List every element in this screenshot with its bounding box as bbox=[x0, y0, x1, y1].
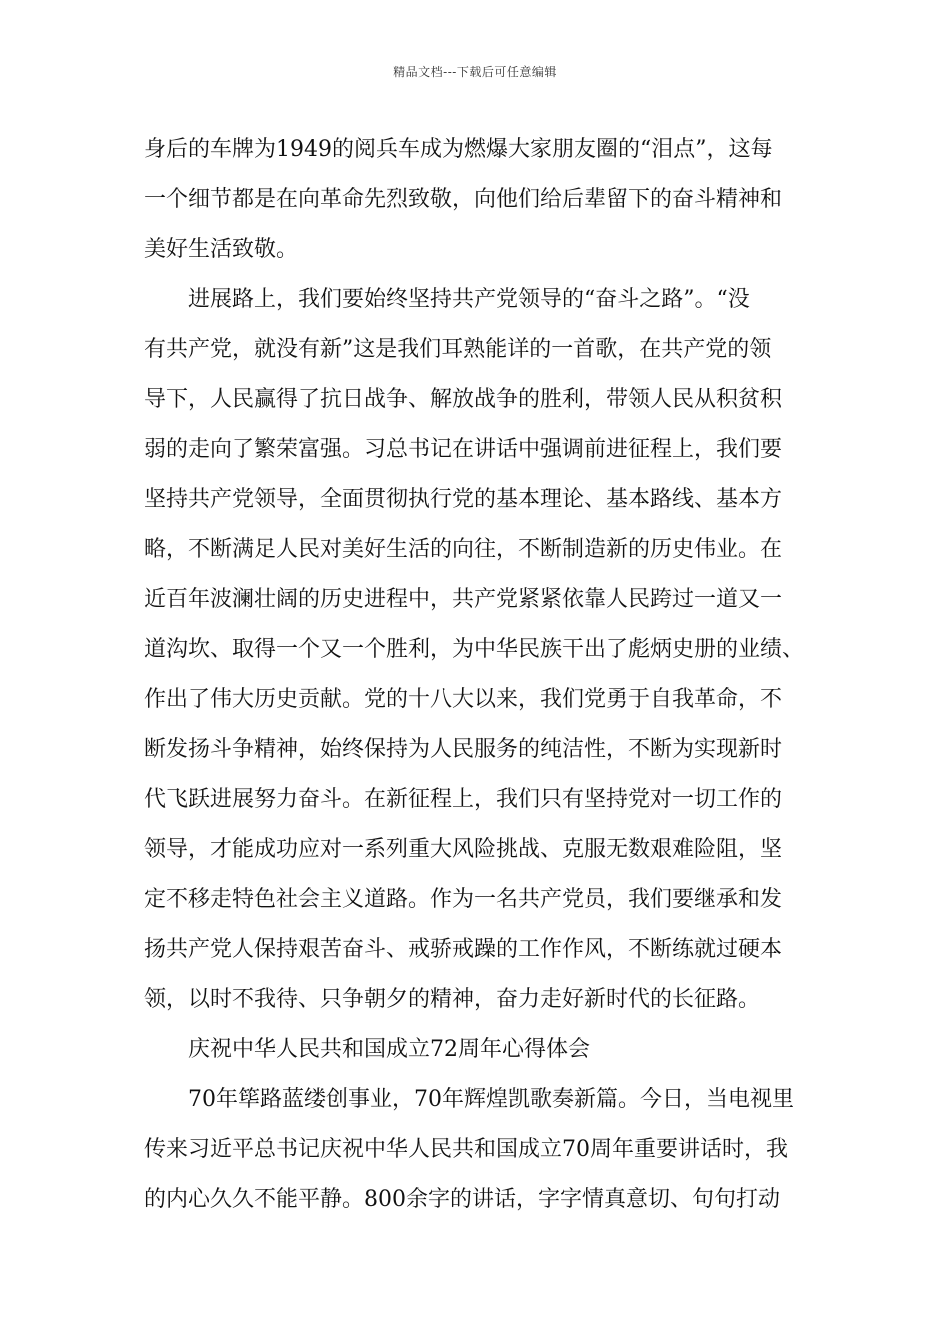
text-line: 作出了伟大历史贡献。党的十八大以来，我们党勇于自我革命，不 bbox=[144, 687, 783, 712]
text-line: 扬共产党人保持艰苦奋斗、戒骄戒躁的工作作风，不断练就过硬本 bbox=[144, 937, 783, 962]
text-line: 美好生活致敬。 bbox=[144, 237, 299, 262]
paragraph-first-line: 进展路上，我们要始终坚持共产党领导的“奋斗之路”。“没 bbox=[188, 287, 750, 312]
text-line: 一个细节都是在向革命先烈致敬，向他们给后辈留下的奋斗精神和 bbox=[144, 187, 783, 212]
text-line: 有共产党，就没有新”这是我们耳熟能详的一首歌，在共产党的领 bbox=[144, 337, 772, 362]
text-line: 近百年波澜壮阔的历史进程中，共产党紧紧依靠人民跨过一道又一 bbox=[144, 587, 783, 612]
text-line: 弱的走向了繁荣富强。习总书记在讲话中强调前进征程上，我们要 bbox=[144, 437, 783, 462]
section-title: 庆祝中华人民共和国成立72周年心得体会 bbox=[188, 1037, 590, 1062]
text-line: 断发扬斗争精神，始终保持为人民服务的纯洁性，不断为实现新时 bbox=[144, 737, 783, 762]
text-line: 的内心久久不能平静。800余字的讲话，字字情真意切、句句打动 bbox=[144, 1187, 780, 1212]
text-line: 身后的车牌为1949的阅兵车成为燃爆大家朋友圈的“泪点”，这每 bbox=[144, 137, 773, 162]
text-line: 导下，人民赢得了抗日战争、解放战争的胜利，带领人民从积贫积 bbox=[144, 387, 783, 412]
text-line: 传来习近平总书记庆祝中华人民共和国成立70周年重要讲话时，我 bbox=[144, 1137, 788, 1162]
text-line: 代飞跃进展努力奋斗。在新征程上，我们只有坚持党对一切工作的 bbox=[144, 787, 783, 812]
text-line: 坚持共产党领导，全面贯彻执行党的基本理论、基本路线、基本方 bbox=[144, 487, 783, 512]
text-line: 定不移走特色社会主义道路。作为一名共产党员，我们要继承和发 bbox=[144, 887, 783, 912]
text-line: 略，不断满足人民对美好生活的向往，不断制造新的历史伟业。在 bbox=[144, 537, 783, 562]
text-line: 领导，才能成功应对一系列重大风险挑战、克服无数艰难险阻，坚 bbox=[144, 837, 783, 862]
text-line: 领，以时不我待、只争朝夕的精神，奋力走好新时代的长征路。 bbox=[144, 987, 761, 1012]
page-header: 精品文档---下载后可任意编辑 bbox=[393, 65, 557, 79]
paragraph-first-line: 70年筚路蓝缕创事业，70年辉煌凯歌奏新篇。今日，当电视里 bbox=[188, 1087, 794, 1112]
text-line: 道沟坎、取得一个又一个胜利，为中华民族干出了彪炳史册的业绩、 bbox=[144, 637, 805, 662]
